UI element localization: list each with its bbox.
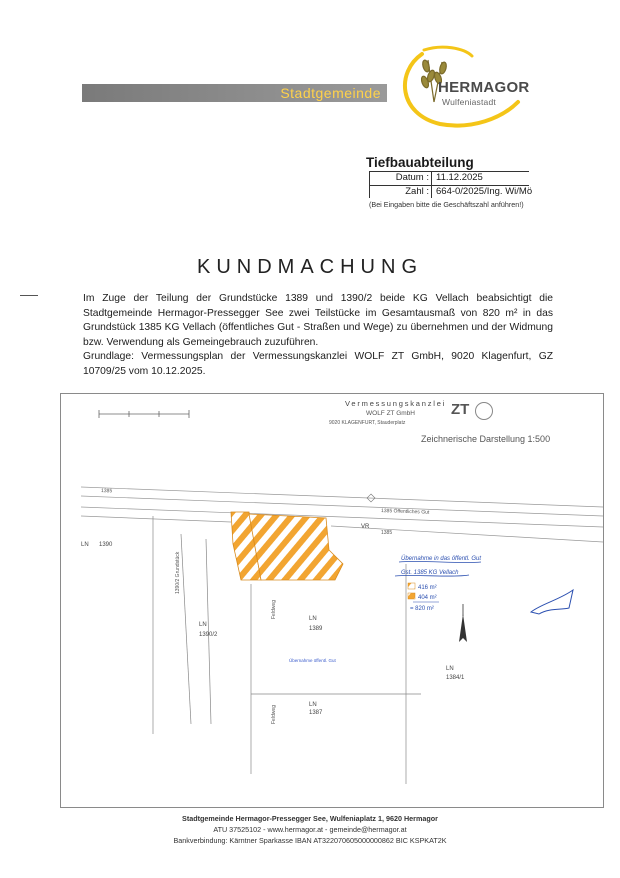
fold-mark	[20, 295, 38, 296]
plan-drawing	[61, 394, 603, 807]
svg-text:1384/1: 1384/1	[446, 675, 465, 681]
svg-text:1390: 1390	[99, 542, 113, 548]
banner-text: Stadtgemeinde	[280, 85, 381, 101]
grundlage-paragraph: Grundlage: Vermessungsplan der Vermessungskanzlei WOLF ZT GmbH, 9020 Klagenfurt, GZ 10709/25 vom 10.12.2025.	[83, 351, 553, 377]
svg-text:LN: LN	[309, 616, 317, 622]
svg-text:LN: LN	[446, 666, 454, 672]
road-num: 1385	[381, 530, 393, 536]
announcement-paragraph: Im Zuge der Teilung der Grundstücke 1389 und 1390/2 beide KG Vellach beabsichtigt die Stadtgemeinde Hermagor-Pressegger See zwei Teilstücke im Gesamtausmaß von 820 m² in das Grundstück 1385 KG Vellach (öffentliches Gut - Straßen und Wege) zu übernehmen und der Widmung bzw. Verwendung als Gemeingebrauch zuzuführen.	[83, 293, 553, 348]
svg-text:1385 Öffentliches Gut: 1385 Öffentliches Gut	[380, 508, 430, 516]
scale-bar	[99, 410, 189, 418]
handwritten-note-1: Übernahme in das öffentl. Gut	[401, 556, 482, 562]
town-logo	[392, 42, 542, 132]
transfer-area-2	[249, 514, 343, 580]
svg-text:LN: LN	[81, 542, 89, 548]
svg-text:1385: 1385	[100, 488, 113, 495]
footer-contact: ATU 37525102 - www.hermagor.at - gemeinde@hermagor.at	[213, 825, 407, 834]
svg-text:1390/2 Grundstück: 1390/2 Grundstück	[175, 551, 181, 594]
handwritten-note-2: Gst. 1385 KG Vellach	[401, 570, 459, 576]
surveyor-name: Vermessungskanzlei	[345, 399, 447, 408]
signature-icon	[531, 590, 573, 614]
svg-text:Feldweg: Feldweg	[271, 600, 277, 619]
svg-text:LN: LN	[199, 622, 207, 628]
area-1-text: 416 m²	[418, 585, 437, 591]
announcement-body	[83, 292, 553, 380]
scale-text: Zeichnerische Darstellung 1:500	[421, 434, 551, 444]
reference-note: (Bei Eingaben bitte die Geschäftszahl anführen!)	[369, 200, 524, 209]
austria-seal-icon	[475, 402, 493, 420]
area-2-text: 404 m²	[418, 595, 437, 601]
svg-text:VR: VR	[361, 524, 370, 530]
header-banner	[82, 84, 387, 102]
svg-text:Übernahme öffentl. Gut: Übernahme öffentl. Gut	[289, 658, 336, 663]
logo-name: HERMAGOR	[438, 79, 530, 96]
footer-address: Stadtgemeinde Hermagor-Pressegger See, Wulfeniaplatz 1, 9620 Hermagor	[182, 814, 438, 823]
zt-mark: ZT	[451, 401, 470, 418]
area-total-text: = 820 m²	[410, 606, 434, 612]
zahl-label: Zahl :	[405, 186, 429, 197]
svg-text:1389: 1389	[309, 626, 323, 632]
road-lines	[81, 487, 603, 542]
zahl-row	[369, 186, 609, 199]
headline: KUNDMACHUNG	[197, 256, 423, 278]
survey-plan	[60, 393, 604, 808]
north-arrow-icon	[459, 604, 467, 642]
datum-row	[369, 172, 609, 185]
surveyor-address: 9020 KLAGENFURT, Stauderplatz	[329, 420, 406, 426]
area-legend	[408, 583, 439, 612]
svg-text:Feldweg: Feldweg	[271, 705, 277, 724]
department-title: Tiefbauabteilung	[366, 155, 474, 170]
datum-label: Datum :	[395, 172, 429, 183]
svg-text:LN: LN	[309, 702, 317, 708]
footer-bank: Bankverbindung: Kärntner Sparkasse IBAN AT322070605000000862 BIC KSPKAT2K	[173, 836, 447, 845]
svg-text:1390/2: 1390/2	[199, 632, 218, 638]
datum-value: 11.12.2025	[436, 172, 483, 183]
zahl-value: 664-0/2025/Ing. Wi/Mö	[436, 186, 533, 197]
surveyor-company: WOLF ZT GmbH	[366, 410, 415, 417]
logo-subtitle: Wulfeniastadt	[442, 97, 496, 107]
svg-text:1387: 1387	[309, 710, 323, 716]
